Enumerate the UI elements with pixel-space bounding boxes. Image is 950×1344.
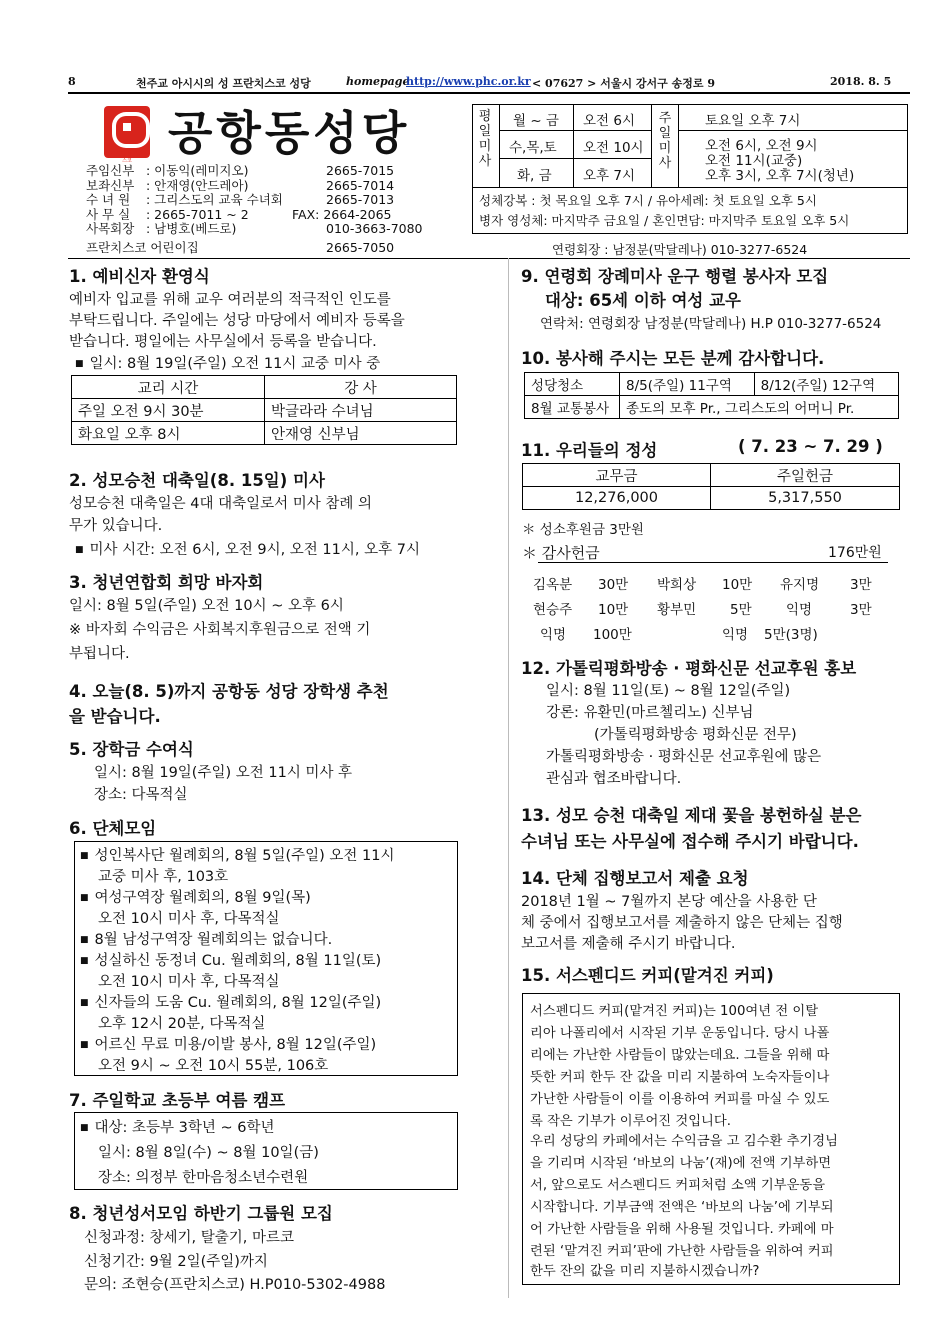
volunteer-table: 성당청소 8/5(주일) 11구역 8/12(주일) 12구역 8월 교통봉사 종도의 모후 Pr., 그리스도의 어머니 Pr. <box>524 372 899 419</box>
staff-row: 주임신부 : 이동익(레미지오) 2665-7015 <box>86 163 395 178</box>
section-8-heading: 8. 청년성서모임 하반기 그룹원 모집 <box>69 1204 333 1223</box>
federation-contact: 연령회장 : 남정분(막달레나) 010-3277-6524 <box>552 242 808 257</box>
weekday-mass-label: 평 일 미 사 <box>478 109 492 169</box>
church-title: 공항동성당 <box>168 106 411 160</box>
mass-schedule: 평 일 미 사 월 ~ 금 오전 6시 수,목,토 오전 10시 화, 금 오후 7시 주 일 미 사 토요일 오후 7시 오전 6시, 오전 9시 오전 11시(교중) 오후 3시, 오후 7시(청년) 성체강복 : 첫 목요일 오후 7시 / 유아세례: 첫 토요일 오후 5시 병자 영성체: 마지막주 금요일 / 혼인면담: 마지막주 토요일 오후 5시 <box>472 104 908 234</box>
homepage-link[interactable]: http://www.phc.or.kr <box>406 75 531 88</box>
staff-row: 사 무 실 : 2665-7011 ~ 2 FAX: 2664-2065 <box>86 207 392 222</box>
list-item: ■ 신자들의 도움 Cu. 월례회의, 8월 12일(주일) <box>80 991 381 1012</box>
logo-caption: 아시시의 성 프란치스코 <box>106 151 148 164</box>
offering-period: ( 7. 23 ~ 7. 29 ) <box>738 437 883 456</box>
section-2-heading: 2. 성모승천 대축일(8. 15일) 미사 <box>69 471 325 490</box>
section-10-heading: 10. 봉사해 주시는 모든 분께 감사합니다. <box>521 349 825 368</box>
header-rule <box>68 92 910 94</box>
offering-table: 교무금 주일헌금 12,276,000 5,317,550 <box>522 463 900 510</box>
issue-date: 2018. 8. 5 <box>830 75 892 88</box>
list-item: ■ 성실하신 동정녀 Cu. 월례회의, 8월 11일(토) <box>80 949 381 970</box>
staff-row: 보좌신부 : 안재영(안드레아) 2665-7014 <box>86 178 395 193</box>
section-5-heading: 5. 장학금 수여식 <box>69 740 194 759</box>
list-item: 오전 10시 미사 후, 다목적실 <box>98 974 280 990</box>
list-item: ■ 8월 남성구역장 월례회의는 없습니다. <box>80 928 332 949</box>
section-3-heading: 3. 청년연합회 희망 바자회 <box>69 573 264 592</box>
list-item: 교중 미사 후, 103호 <box>98 869 229 885</box>
section-4-heading: 4. 오늘(8. 5)까지 공항동 성당 장학생 추천 <box>69 682 389 701</box>
divider <box>538 562 888 563</box>
column-divider <box>508 258 509 1298</box>
staff-row: 사목회장 : 남병호(베드로) 010-3663-7080 <box>86 221 423 236</box>
section-7-heading: 7. 주일학교 초등부 여름 캠프 <box>69 1091 286 1110</box>
section-15-heading: 15. 서스펜디드 커피(맡겨진 커피) <box>521 966 774 985</box>
staff-row: 수 녀 원 : 그리스도의 교육 수녀회 2665-7013 <box>86 192 395 207</box>
homepage-label: homepage <box>346 75 410 88</box>
list-item: ■ 어르신 무료 미용/이발 봉사, 8월 12일(주일) <box>80 1033 376 1054</box>
org-name: 천주교 아시시의 성 프란치스코 성당 <box>136 77 311 90</box>
page-number: 8 <box>68 75 76 88</box>
catechism-table: 교리 시간 강 사 주일 오전 9시 30분 박글라라 수녀님 화요일 오후 8시 안재영 신부님 <box>71 375 457 445</box>
section-9-heading: 9. 연령회 장례미사 운구 행렬 봉사자 모집 <box>521 267 829 286</box>
section-11-heading: 11. 우리들의 정성 <box>521 441 658 460</box>
sunday-mass-label: 주 일 미 사 <box>658 111 672 171</box>
list-item: ■ 성인복사단 월례회의, 8월 5일(주일) 오전 11시 <box>80 844 395 865</box>
section-14-heading: 14. 단체 집행보고서 제출 요청 <box>521 869 749 888</box>
staff-row: 프란치스코 어린이집 2665-7050 <box>86 240 395 255</box>
section-1-heading: 1. 예비신자 환영식 <box>69 267 210 286</box>
address: < 07627 > 서울시 강서구 송정로 9 <box>532 77 715 90</box>
list-item: 오전 9시 ~ 오전 10시 55분, 106호 <box>98 1058 329 1074</box>
section-6-heading: 6. 단체모임 <box>69 819 157 838</box>
list-item: 오전 10시 미사 후, 다목적실 <box>98 911 280 927</box>
list-item: 오후 12시 20분, 다목적실 <box>98 1016 266 1032</box>
section-12-heading: 12. 가톨릭평화방송 · 평화신문 선교후원 홍보 <box>521 659 857 678</box>
divider <box>68 258 910 259</box>
thanks-total: 176만원 <box>828 545 882 561</box>
list-item: ■ 여성구역장 월례회의, 8월 9일(목) <box>80 886 311 907</box>
section-13-heading: 13. 성모 승천 대축일 제대 꽃을 봉헌하실 분은 <box>521 806 862 825</box>
